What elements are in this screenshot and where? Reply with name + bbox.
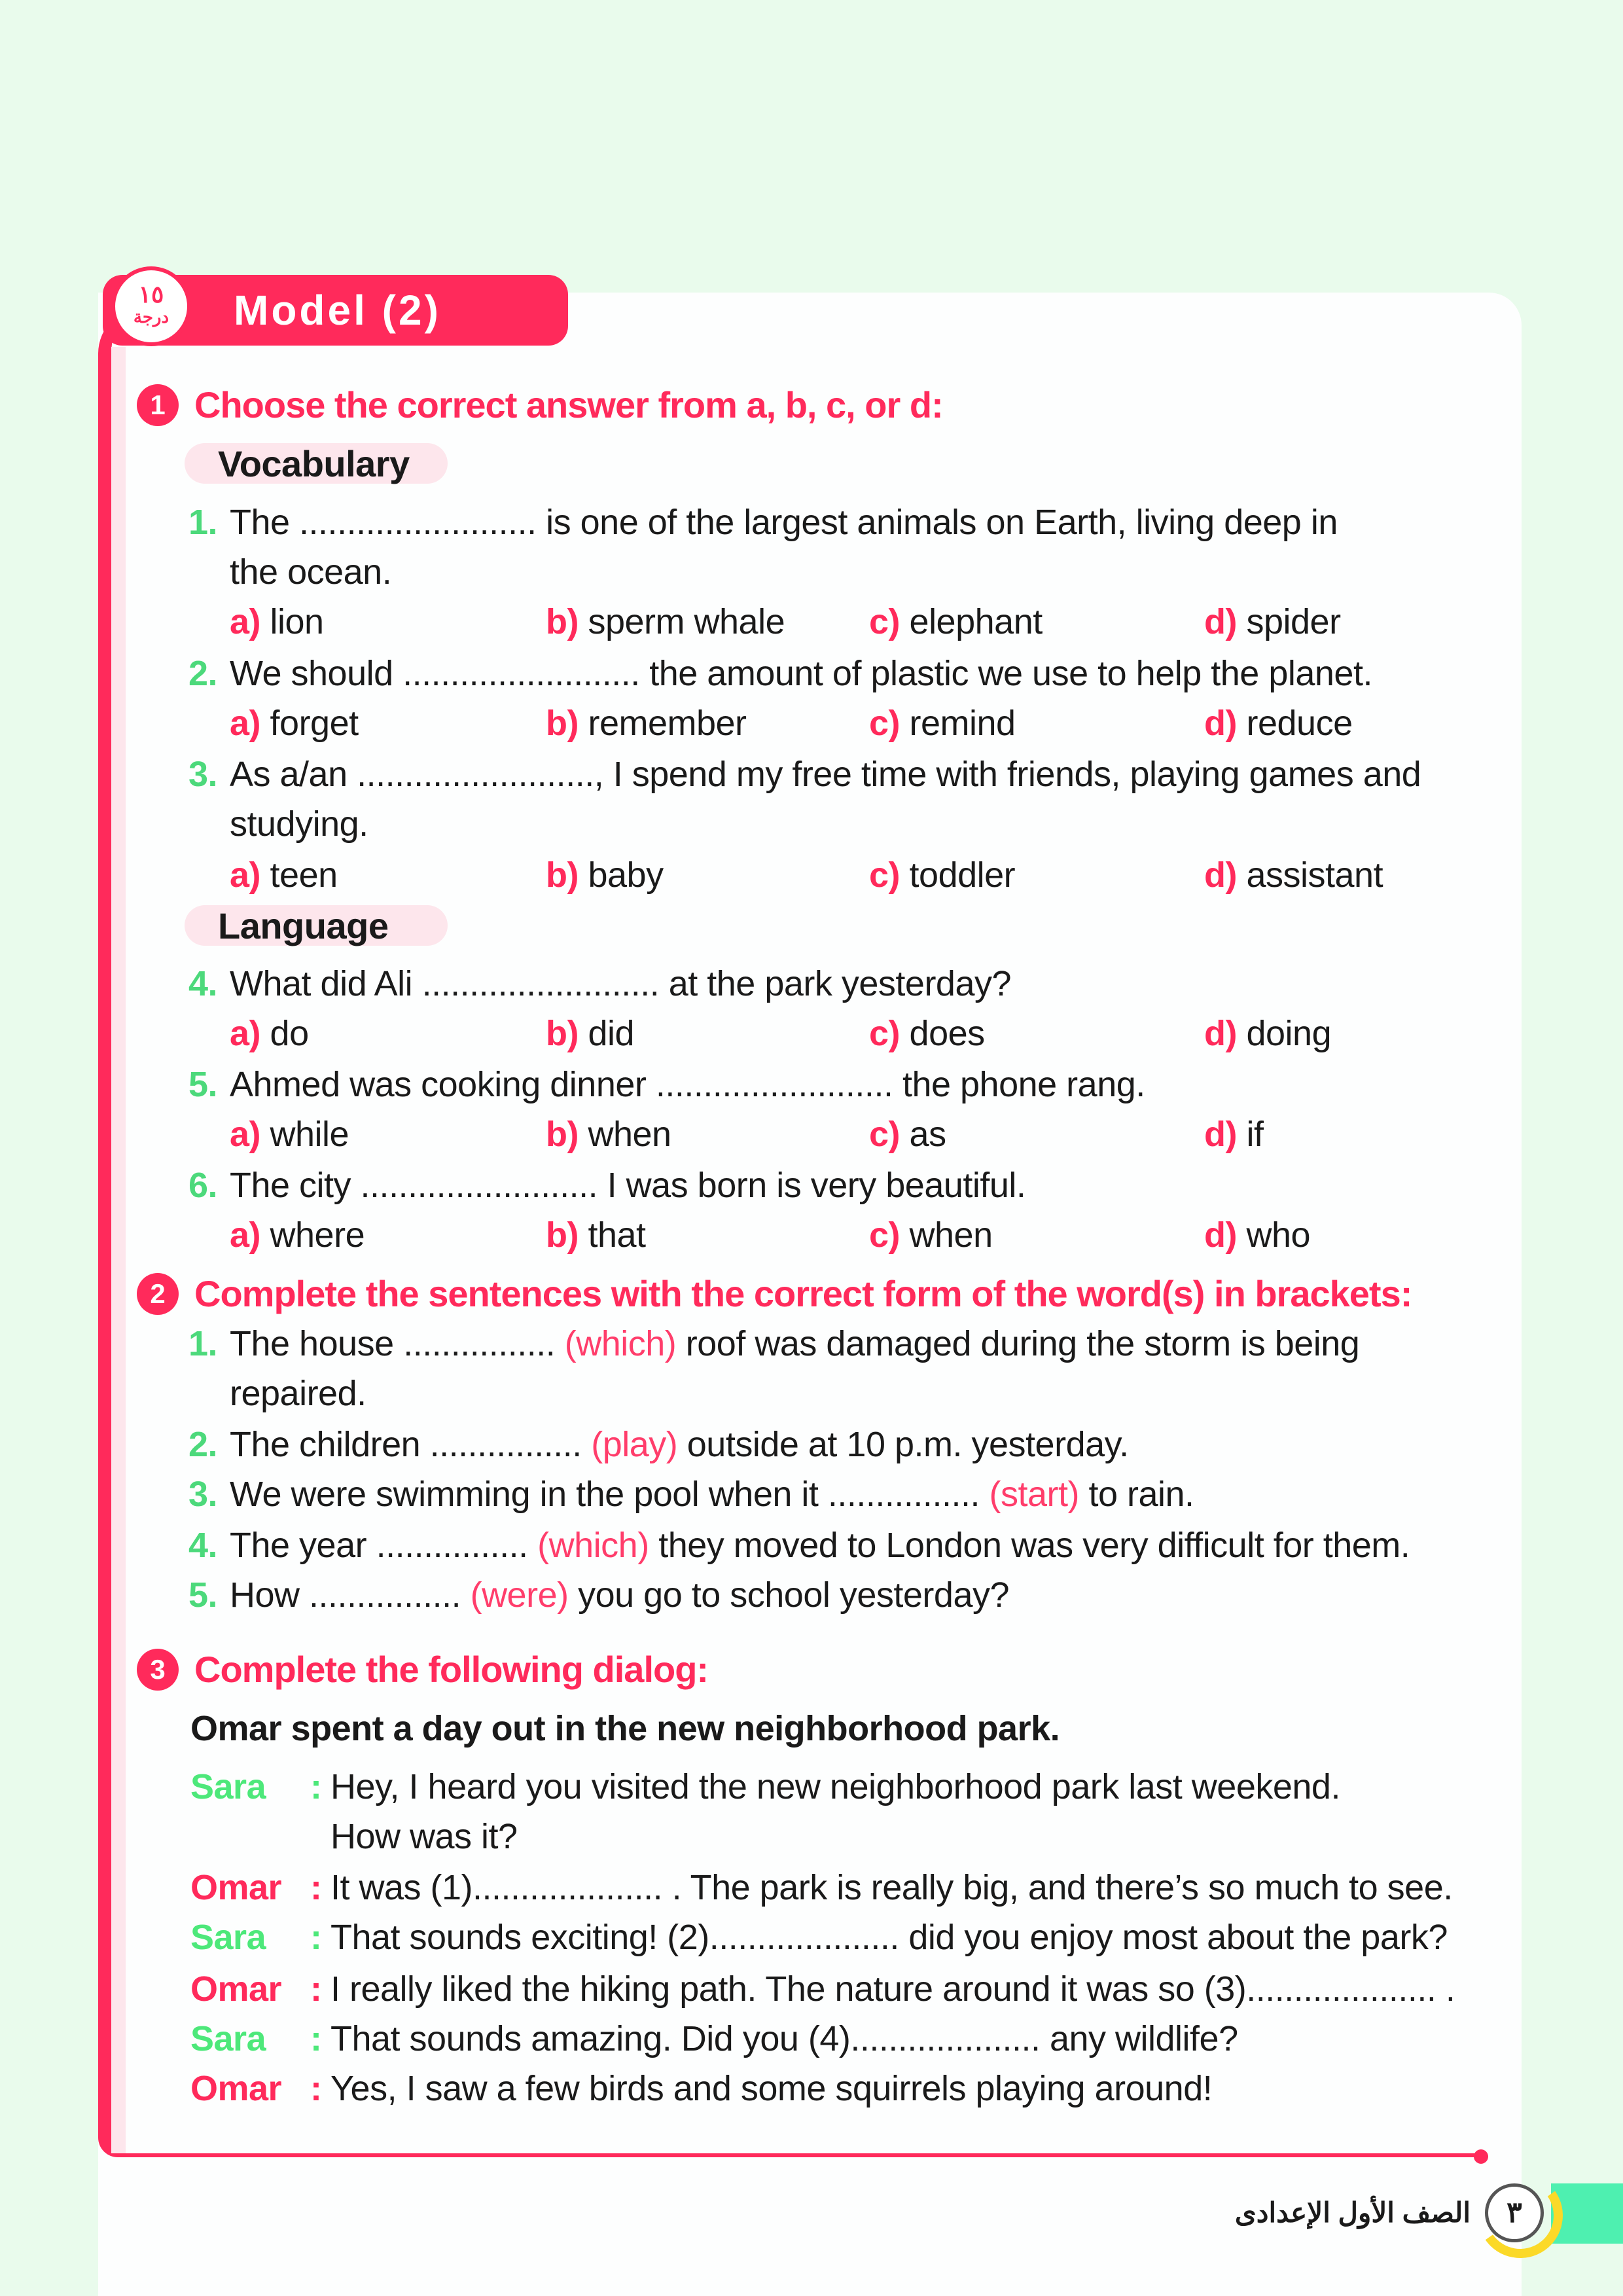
item-number: 4. xyxy=(188,1526,218,1565)
answer-option[interactable] xyxy=(1204,849,1383,901)
option-letter: d) xyxy=(1204,1115,1237,1154)
answer-option[interactable] xyxy=(869,849,1015,901)
question-number: 5. xyxy=(188,1065,218,1104)
option-text: who xyxy=(1246,1215,1311,1255)
speaker-name: Omar xyxy=(190,1969,282,2009)
answer-option[interactable] xyxy=(546,596,785,648)
speaker-colon: : xyxy=(310,1969,322,2009)
option-text: baby xyxy=(588,855,664,895)
page-number: ٣ xyxy=(1485,2183,1544,2242)
option-letter: c) xyxy=(869,704,901,743)
option-text: elephant xyxy=(909,602,1043,641)
answer-option[interactable] xyxy=(230,849,338,901)
marks-label: درجة xyxy=(133,307,169,327)
item-number: 1. xyxy=(188,1324,218,1363)
option-letter: a) xyxy=(230,1215,261,1255)
question-number: 2. xyxy=(188,654,218,693)
section-1-title: Choose the correct answer from a, b, c, or d: xyxy=(194,384,943,425)
answer-blank[interactable]: ................ xyxy=(429,1425,582,1464)
bracket-hint: (which) xyxy=(527,1526,659,1565)
speaker-colon: : xyxy=(310,1767,322,1806)
language-label: Language xyxy=(218,905,389,946)
dialog-line: Hey, I heard you visited the new neighborhood park last weekend. xyxy=(330,1767,1340,1806)
option-text: when xyxy=(588,1115,671,1154)
sentence-start: We were swimming in the pool when it xyxy=(230,1475,828,1514)
item-sentence xyxy=(230,1569,1009,1621)
question-text: studying. xyxy=(230,804,368,844)
answer-option[interactable] xyxy=(230,596,324,648)
frame-accent xyxy=(111,347,126,2153)
speaker-name: Omar xyxy=(190,2069,282,2108)
grade-label: الصف الأول الإعدادى xyxy=(1234,2197,1471,2228)
option-text: do xyxy=(270,1014,309,1053)
sentence-end: outside at 10 p.m. yesterday. xyxy=(687,1425,1129,1464)
option-letter: c) xyxy=(869,1115,901,1154)
speaker-name: Omar xyxy=(190,1868,282,1907)
option-text: sperm whale xyxy=(588,602,785,641)
speaker-colon: : xyxy=(310,2019,322,2058)
section-2-number: 2 xyxy=(137,1273,179,1315)
option-letter: d) xyxy=(1204,1215,1237,1255)
question-text: The ......................... is one of the largest animals on Earth, living deep in xyxy=(230,503,1338,542)
option-letter: b) xyxy=(546,1014,579,1053)
answer-option[interactable] xyxy=(1204,697,1353,749)
sentence-start: The house xyxy=(230,1324,404,1363)
answer-option[interactable] xyxy=(230,1007,309,1060)
option-text: remind xyxy=(909,704,1016,743)
answer-option[interactable] xyxy=(230,1209,365,1261)
dialog-intro: Omar spent a day out in the new neighborhood park. xyxy=(190,1709,1060,1748)
question-text: Ahmed was cooking dinner ......................... the phone rang. xyxy=(230,1065,1145,1104)
section-3-number: 3 xyxy=(137,1649,179,1691)
answer-option[interactable] xyxy=(869,1209,993,1261)
answer-blank[interactable]: ................ xyxy=(309,1575,461,1615)
sentence-end: you go to school yesterday? xyxy=(578,1575,1010,1615)
option-text: as xyxy=(909,1115,946,1154)
option-letter: a) xyxy=(230,1115,261,1154)
item-number: 5. xyxy=(188,1575,218,1615)
answer-option[interactable] xyxy=(546,697,747,749)
question-text: What did Ali ......................... at the park yesterday? xyxy=(230,964,1012,1003)
question-text: We should ......................... the amount of plastic we use to help the planet. xyxy=(230,654,1372,693)
option-text: spider xyxy=(1246,602,1341,641)
option-text: reduce xyxy=(1246,704,1353,743)
bracket-hint: (which) xyxy=(555,1324,686,1363)
answer-option[interactable] xyxy=(546,1108,671,1160)
option-text: does xyxy=(909,1014,985,1053)
answer-option[interactable] xyxy=(230,697,359,749)
option-letter: a) xyxy=(230,704,261,743)
answer-option[interactable] xyxy=(1204,596,1341,648)
option-letter: d) xyxy=(1204,704,1237,743)
option-letter: c) xyxy=(869,1215,901,1255)
question-number: 1. xyxy=(188,503,218,542)
option-text: doing xyxy=(1246,1014,1332,1053)
dialog-line[interactable]: That sounds exciting! (2).................... did you enjoy most about the park? xyxy=(330,1918,1448,1957)
answer-option[interactable] xyxy=(869,596,1043,648)
section-2-title: Complete the sentences with the correct form of the word(s) in brackets: xyxy=(194,1273,1412,1314)
item-number: 3. xyxy=(188,1475,218,1514)
item-sentence xyxy=(230,1519,1410,1571)
bracket-hint: (play) xyxy=(581,1425,687,1464)
vocabulary-label: Vocabulary xyxy=(218,443,410,484)
option-text: while xyxy=(270,1115,349,1154)
dialog-line[interactable]: It was (1).................... . The park is really big, and there’s so much to see. xyxy=(330,1868,1453,1907)
option-text: lion xyxy=(270,602,324,641)
option-text: forget xyxy=(270,704,359,743)
speaker-name: Sara xyxy=(190,1918,266,1957)
question-text: As a/an ........................., I spend my free time with friends, playing games and xyxy=(230,755,1421,794)
option-letter: d) xyxy=(1204,855,1237,895)
option-text: did xyxy=(588,1014,635,1053)
question-number: 3. xyxy=(188,755,218,794)
option-text: assistant xyxy=(1246,855,1383,895)
option-text: that xyxy=(588,1215,646,1255)
option-text: teen xyxy=(270,855,338,895)
option-letter: a) xyxy=(230,1014,261,1053)
question-text: The city ......................... I was born is very beautiful. xyxy=(230,1166,1026,1205)
option-text: when xyxy=(909,1215,993,1255)
answer-blank[interactable]: ................ xyxy=(403,1324,556,1363)
sentence-start: How xyxy=(230,1575,310,1615)
answer-option[interactable] xyxy=(869,697,1016,749)
option-letter: d) xyxy=(1204,602,1237,641)
speaker-name: Sara xyxy=(190,2019,266,2058)
section-3-title: Complete the following dialog: xyxy=(194,1649,709,1690)
sentence-end: roof was damaged during the storm is being xyxy=(685,1324,1360,1363)
option-text: remember xyxy=(588,704,747,743)
item-sentence xyxy=(230,1418,1129,1471)
item-sentence xyxy=(230,1318,1359,1370)
option-letter: d) xyxy=(1204,1014,1237,1053)
speaker-name: Sara xyxy=(190,1767,266,1806)
marks-badge xyxy=(111,266,191,346)
answer-blank[interactable]: ................ xyxy=(827,1475,980,1514)
answer-option[interactable] xyxy=(1204,1108,1263,1160)
dialog-line: Yes, I saw a few birds and some squirrels playing around! xyxy=(330,2069,1213,2108)
bracket-hint: (were) xyxy=(461,1575,579,1615)
sentence-continuation: repaired. xyxy=(230,1374,366,1413)
option-letter: c) xyxy=(869,1014,901,1053)
dialog-line: How was it? xyxy=(330,1817,518,1856)
option-text: if xyxy=(1246,1115,1264,1154)
dialog-line[interactable]: I really liked the hiking path. The nature around it was so (3).................... . xyxy=(330,1969,1455,2009)
question-number: 6. xyxy=(188,1166,218,1205)
sentence-start: The year xyxy=(230,1526,376,1565)
option-letter: a) xyxy=(230,602,261,641)
answer-option[interactable] xyxy=(546,849,664,901)
question-number: 4. xyxy=(188,964,218,1003)
answer-option[interactable] xyxy=(1204,1007,1331,1060)
option-text: toddler xyxy=(909,855,1016,895)
answer-option[interactable] xyxy=(869,1007,985,1060)
item-sentence xyxy=(230,1468,1194,1520)
bracket-hint: (start) xyxy=(979,1475,1089,1514)
option-letter: b) xyxy=(546,602,579,641)
dialog-line[interactable]: That sounds amazing. Did you (4).................... any wildlife? xyxy=(330,2019,1238,2058)
model-title: Model (2) xyxy=(234,287,441,334)
answer-blank[interactable]: ................ xyxy=(376,1526,528,1565)
option-letter: b) xyxy=(546,1115,579,1154)
option-letter: c) xyxy=(869,855,901,895)
marks-number: ١٥ xyxy=(138,281,164,308)
option-letter: b) xyxy=(546,1215,579,1255)
sentence-start: The children xyxy=(230,1425,430,1464)
speaker-colon: : xyxy=(310,2069,322,2108)
option-letter: c) xyxy=(869,602,901,641)
option-letter: b) xyxy=(546,855,579,895)
option-text: where xyxy=(270,1215,365,1255)
option-letter: a) xyxy=(230,855,261,895)
speaker-colon: : xyxy=(310,1918,322,1957)
question-text: the ocean. xyxy=(230,552,392,592)
sentence-end: they moved to London was very difficult for them. xyxy=(658,1526,1410,1565)
answer-option[interactable] xyxy=(546,1209,646,1261)
answer-option[interactable] xyxy=(230,1108,349,1160)
answer-option[interactable] xyxy=(869,1108,946,1160)
frame-end-dot xyxy=(1474,2149,1488,2164)
speaker-colon: : xyxy=(310,1868,322,1907)
section-1-number: 1 xyxy=(137,384,179,426)
answer-option[interactable] xyxy=(546,1007,634,1060)
sentence-end: to rain. xyxy=(1088,1475,1194,1514)
item-number: 2. xyxy=(188,1425,218,1464)
option-letter: b) xyxy=(546,704,579,743)
answer-option[interactable] xyxy=(1204,1209,1310,1261)
